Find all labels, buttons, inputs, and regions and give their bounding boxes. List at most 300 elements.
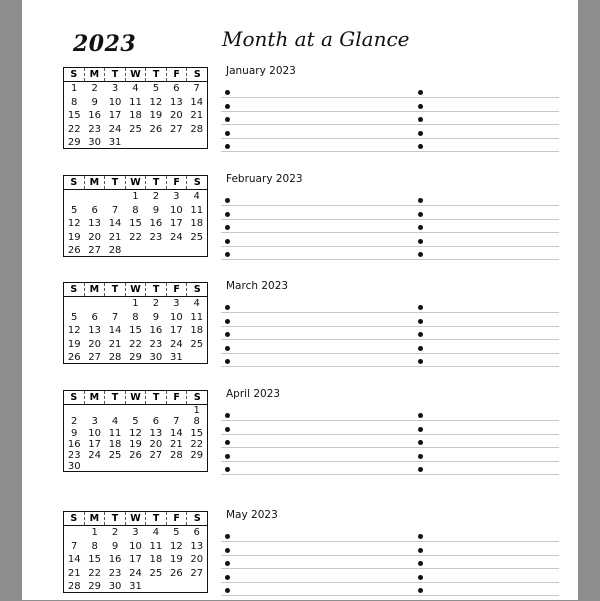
day-cell: 25	[108, 450, 122, 462]
day-cell: 16	[67, 438, 81, 450]
note-line[interactable]	[221, 339, 559, 340]
month-section	[0, 282, 600, 372]
day-cell: 22	[129, 338, 142, 350]
weekday-label: F	[167, 391, 188, 404]
day-cell: 30	[67, 461, 81, 473]
note-line[interactable]	[221, 97, 559, 98]
day-cell: 28	[169, 450, 183, 462]
note-line[interactable]	[221, 312, 559, 313]
note-line[interactable]	[221, 138, 559, 139]
day-cell: 15	[129, 218, 142, 229]
day-cell	[146, 136, 166, 150]
day-cell: 12	[149, 96, 163, 108]
weekday-label: T	[105, 391, 126, 404]
day-cell: 18	[190, 325, 204, 336]
day-cell: 11	[190, 311, 204, 323]
bullet-icon	[418, 359, 423, 364]
day-cell: 9	[152, 311, 160, 323]
day-cell: 20	[169, 110, 183, 121]
day-cell: 29	[67, 137, 81, 148]
weekday-label: W	[126, 176, 147, 189]
month-section	[0, 511, 600, 601]
day-cell: 7	[173, 416, 180, 428]
note-line[interactable]	[221, 326, 559, 327]
bullet-icon	[225, 131, 230, 136]
week-row	[64, 428, 207, 439]
day-cell: 27	[169, 123, 183, 135]
day-cell: 6	[193, 527, 200, 538]
day-cell: 22	[88, 567, 101, 579]
weekday-label: S	[193, 392, 201, 403]
day-cell: 15	[129, 325, 142, 336]
week-row	[64, 567, 207, 581]
day-cell: 21	[108, 338, 122, 350]
day-cell: 10	[169, 311, 183, 323]
day-cell: 14	[108, 218, 122, 229]
week-row	[64, 190, 207, 204]
bullet-icon	[418, 104, 423, 109]
bullet-icon	[225, 588, 230, 593]
weekday-header	[64, 68, 207, 82]
day-cell: 14	[67, 554, 81, 565]
day-cell: 12	[67, 218, 81, 229]
bullet-icon	[225, 104, 230, 109]
day-cell: 24	[169, 231, 183, 243]
weekday-label: T	[146, 391, 167, 404]
day-cell	[105, 297, 125, 311]
weekday-label: S	[193, 69, 201, 80]
day-cell: 3	[173, 298, 180, 309]
day-cell	[146, 405, 166, 416]
bullet-icon	[225, 427, 230, 432]
day-cell: 3	[132, 527, 139, 538]
day-cell: 5	[71, 204, 78, 216]
weekday-label: W	[126, 68, 147, 81]
day-cell: 26	[149, 123, 163, 135]
day-cell	[125, 405, 145, 416]
note-line[interactable]	[221, 259, 559, 260]
day-cell: 31	[129, 581, 142, 592]
bullet-icon	[225, 319, 230, 324]
day-cell: 30	[149, 352, 163, 363]
day-cell: 3	[173, 191, 180, 202]
day-cell: 1	[193, 405, 200, 416]
day-cell: 2	[152, 191, 160, 202]
note-line[interactable]	[221, 124, 559, 125]
day-cell: 9	[152, 204, 160, 216]
day-cell: 28	[190, 123, 204, 135]
day-cell	[187, 580, 207, 594]
bullet-icon	[418, 588, 423, 593]
day-cell: 29	[190, 450, 204, 462]
bullet-icon	[418, 534, 423, 539]
day-cell: 24	[129, 567, 142, 579]
day-cell: 1	[71, 83, 78, 94]
day-cell: 23	[67, 450, 81, 462]
day-cell: 7	[71, 540, 78, 552]
weekday-label: T	[105, 68, 126, 81]
bullet-icon	[418, 548, 423, 553]
day-cell: 27	[149, 450, 163, 462]
day-cell: 6	[91, 311, 98, 323]
weekday-label: S	[193, 177, 201, 188]
day-cell	[166, 580, 186, 594]
month-section	[0, 67, 600, 157]
day-cell: 17	[169, 325, 183, 336]
day-cell: 18	[129, 110, 142, 121]
bullet-icon	[225, 117, 230, 122]
day-cell: 19	[149, 110, 163, 121]
weekday-label: F	[167, 283, 188, 296]
month-name: January 2023	[226, 65, 296, 77]
day-cell: 26	[67, 245, 81, 256]
mini-calendar	[63, 67, 208, 149]
bullet-icon	[225, 90, 230, 95]
bullet-icon	[418, 413, 423, 418]
note-line[interactable]	[221, 366, 559, 367]
bullet-icon	[418, 440, 423, 445]
day-cell: 12	[67, 325, 81, 336]
day-cell: 15	[67, 110, 81, 121]
day-cell: 13	[169, 96, 183, 108]
weekday-header	[64, 176, 207, 190]
day-cell	[166, 244, 186, 258]
day-cell: 17	[169, 218, 183, 229]
day-cell: 11	[190, 204, 204, 216]
bullet-icon	[418, 225, 423, 230]
week-row	[64, 109, 207, 123]
day-cell: 3	[111, 83, 119, 94]
weekday-label: S	[193, 513, 201, 524]
day-cell: 25	[149, 567, 163, 579]
day-cell: 14	[108, 325, 122, 336]
day-cell: 24	[108, 123, 122, 135]
bullet-icon	[418, 575, 423, 580]
bullet-icon	[225, 225, 230, 230]
note-line[interactable]	[221, 555, 559, 556]
day-cell: 28	[108, 352, 122, 363]
day-cell: 4	[111, 416, 119, 428]
day-cell: 1	[132, 191, 139, 202]
bullet-icon	[418, 90, 423, 95]
day-cell: 19	[67, 231, 81, 243]
bullet-icon	[225, 252, 230, 257]
week-row	[64, 553, 207, 567]
day-cell	[84, 461, 104, 472]
month-section	[0, 390, 600, 480]
day-cell	[166, 461, 186, 472]
week-row	[64, 338, 207, 352]
bullet-icon	[225, 212, 230, 217]
day-cell: 9	[111, 540, 119, 552]
weekday-label: T	[146, 283, 167, 296]
month-name: February 2023	[226, 173, 303, 185]
note-line[interactable]	[221, 474, 559, 475]
day-cell: 13	[88, 218, 101, 229]
bullet-icon	[418, 212, 423, 217]
mini-calendar	[63, 390, 208, 472]
mini-calendar	[63, 175, 208, 257]
day-cell: 24	[169, 338, 183, 350]
bullet-icon	[225, 534, 230, 539]
weekday-label: T	[146, 68, 167, 81]
bullet-icon	[418, 346, 423, 351]
note-line[interactable]	[221, 541, 559, 542]
day-cell: 11	[108, 427, 122, 439]
week-row	[64, 461, 207, 472]
day-cell	[84, 405, 104, 416]
day-cell: 19	[169, 554, 183, 565]
day-cell: 12	[129, 427, 142, 439]
day-cell: 21	[67, 567, 81, 579]
day-cell: 8	[193, 416, 200, 428]
day-cell: 17	[108, 110, 122, 121]
weekday-label: W	[126, 391, 147, 404]
weekday-label: S	[64, 512, 85, 525]
day-cell: 15	[190, 427, 204, 439]
note-line[interactable]	[221, 568, 559, 569]
day-cell: 31	[169, 352, 183, 363]
bullet-icon	[418, 144, 423, 149]
weekday-label: M	[85, 391, 106, 404]
day-cell: 12	[169, 540, 183, 552]
day-cell: 5	[132, 416, 139, 428]
week-row	[64, 351, 207, 365]
day-cell: 23	[108, 567, 122, 579]
month-name: April 2023	[226, 388, 281, 400]
day-cell	[64, 405, 84, 416]
day-cell: 23	[149, 231, 163, 243]
day-cell: 22	[190, 438, 204, 450]
day-cell	[166, 405, 186, 416]
day-cell: 18	[108, 438, 122, 450]
note-line[interactable]	[221, 151, 559, 152]
day-cell: 13	[149, 427, 163, 439]
week-row	[64, 540, 207, 554]
day-cell: 28	[108, 245, 122, 256]
day-cell: 7	[193, 83, 200, 94]
week-row	[64, 217, 207, 231]
day-cell: 21	[190, 110, 204, 121]
day-cell	[64, 190, 84, 204]
day-cell: 22	[67, 123, 81, 135]
day-cell: 1	[132, 298, 139, 309]
day-cell: 23	[149, 338, 163, 350]
weekday-label: W	[126, 512, 147, 525]
week-row	[64, 311, 207, 325]
day-cell: 6	[152, 416, 160, 428]
bullet-icon	[418, 252, 423, 257]
day-cell	[187, 351, 207, 365]
weekday-label: T	[105, 283, 126, 296]
day-cell: 2	[111, 527, 119, 538]
day-cell: 27	[88, 352, 101, 363]
weekday-label: S	[64, 283, 85, 296]
day-cell: 21	[108, 231, 122, 243]
weekday-label: T	[105, 512, 126, 525]
day-cell: 4	[193, 191, 200, 202]
day-cell: 1	[91, 527, 98, 538]
day-cell: 10	[108, 96, 122, 108]
week-row	[64, 297, 207, 311]
week-row	[64, 580, 207, 594]
week-row	[64, 526, 207, 540]
bullet-icon	[225, 575, 230, 580]
day-cell: 8	[132, 311, 139, 323]
note-line[interactable]	[221, 232, 559, 233]
day-cell: 20	[190, 554, 204, 565]
bullet-icon	[225, 561, 230, 566]
bullet-icon	[225, 346, 230, 351]
day-cell	[125, 244, 145, 258]
day-cell: 20	[88, 231, 101, 243]
bullet-icon	[418, 427, 423, 432]
week-row	[64, 324, 207, 338]
day-cell: 26	[129, 450, 142, 462]
year-heading: 2023	[73, 31, 137, 57]
bullet-icon	[418, 561, 423, 566]
day-cell	[146, 461, 166, 472]
note-line[interactable]	[221, 111, 559, 112]
bullet-icon	[225, 548, 230, 553]
day-cell: 7	[111, 311, 119, 323]
weekday-label: S	[64, 391, 85, 404]
note-line[interactable]	[221, 219, 559, 220]
day-cell: 11	[149, 540, 163, 552]
day-cell: 21	[169, 438, 183, 450]
day-cell: 6	[91, 204, 98, 216]
mini-calendar	[63, 282, 208, 364]
bullet-icon	[418, 332, 423, 337]
month-name: March 2023	[226, 280, 289, 292]
day-cell: 2	[71, 416, 78, 428]
weekday-label: T	[105, 176, 126, 189]
week-row	[64, 204, 207, 218]
day-cell: 23	[88, 123, 101, 135]
day-cell: 10	[129, 540, 142, 552]
bullet-icon	[418, 454, 423, 459]
day-cell: 7	[111, 204, 119, 216]
weekday-label: S	[64, 68, 85, 81]
day-cell	[105, 461, 125, 472]
day-cell	[125, 136, 145, 150]
day-cell: 2	[152, 298, 160, 309]
bullet-icon	[225, 454, 230, 459]
day-cell	[187, 136, 207, 150]
bullet-icon	[225, 332, 230, 337]
week-row	[64, 123, 207, 137]
day-cell	[166, 136, 186, 150]
day-cell: 17	[129, 554, 142, 565]
note-line[interactable]	[221, 461, 559, 462]
day-cell	[84, 190, 104, 204]
day-cell: 25	[129, 123, 142, 135]
day-cell: 26	[67, 352, 81, 363]
day-cell: 19	[129, 438, 142, 450]
bullet-icon	[418, 319, 423, 324]
day-cell	[187, 244, 207, 258]
bullet-icon	[225, 467, 230, 472]
weekday-label: T	[146, 512, 167, 525]
day-cell: 4	[152, 527, 160, 538]
bullet-icon	[418, 131, 423, 136]
week-row	[64, 439, 207, 450]
day-cell: 29	[88, 581, 101, 592]
day-cell: 5	[71, 311, 78, 323]
note-line[interactable]	[221, 447, 559, 448]
note-line[interactable]	[221, 420, 559, 421]
month-section	[0, 175, 600, 265]
day-cell: 25	[190, 231, 204, 243]
day-cell: 10	[88, 427, 101, 439]
day-cell: 31	[108, 137, 122, 148]
bullet-icon	[418, 198, 423, 203]
day-cell: 15	[88, 554, 101, 565]
bullet-icon	[225, 144, 230, 149]
week-row	[64, 416, 207, 427]
day-cell: 29	[129, 352, 142, 363]
day-cell: 13	[88, 325, 101, 336]
day-cell: 11	[129, 96, 142, 108]
day-cell	[146, 580, 166, 594]
day-cell: 14	[169, 427, 183, 439]
day-cell: 30	[108, 581, 122, 592]
day-cell: 8	[91, 540, 98, 552]
day-cell: 9	[91, 96, 98, 108]
week-row	[64, 231, 207, 245]
bullet-icon	[418, 467, 423, 472]
day-cell: 3	[91, 416, 98, 428]
weekday-label: M	[85, 68, 106, 81]
day-cell	[146, 244, 166, 258]
day-cell: 27	[190, 567, 204, 579]
week-row	[64, 405, 207, 416]
day-cell: 27	[88, 245, 101, 256]
note-line[interactable]	[221, 246, 559, 247]
note-line[interactable]	[221, 582, 559, 583]
week-row	[64, 450, 207, 461]
note-line[interactable]	[221, 434, 559, 435]
day-cell: 6	[173, 83, 180, 94]
day-cell: 20	[149, 438, 163, 450]
week-row	[64, 96, 207, 110]
weekday-label: T	[146, 176, 167, 189]
bullet-icon	[225, 413, 230, 418]
note-line[interactable]	[221, 353, 559, 354]
day-cell: 18	[149, 554, 163, 565]
note-line[interactable]	[221, 595, 559, 596]
day-cell: 20	[88, 338, 101, 350]
bullet-icon	[225, 359, 230, 364]
day-cell	[105, 405, 125, 416]
day-cell	[64, 526, 84, 540]
weekday-label: M	[85, 283, 106, 296]
weekday-label: S	[64, 176, 85, 189]
day-cell: 28	[67, 581, 81, 592]
day-cell: 16	[149, 218, 163, 229]
day-cell: 30	[88, 137, 101, 148]
weekday-label: M	[85, 176, 106, 189]
day-cell	[187, 461, 207, 472]
weekday-header	[64, 283, 207, 297]
bullet-icon	[418, 305, 423, 310]
bullet-icon	[418, 117, 423, 122]
day-cell: 24	[88, 450, 101, 462]
day-cell	[125, 461, 145, 472]
note-line[interactable]	[221, 205, 559, 206]
week-row	[64, 82, 207, 96]
bullet-icon	[225, 305, 230, 310]
